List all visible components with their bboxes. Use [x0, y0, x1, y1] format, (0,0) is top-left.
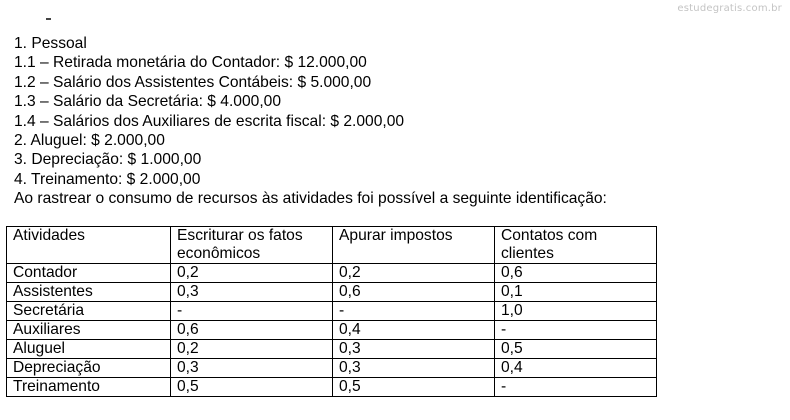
table-cell: 0,3 — [333, 359, 495, 378]
table-cell: Treinamento — [7, 378, 171, 397]
header-cell — [7, 227, 171, 264]
table-row — [7, 302, 657, 321]
line-contador: 1.1 – Retirada monetária do Contador: $ 12.000,00 — [14, 54, 367, 72]
table-cell: 0,4 — [333, 321, 495, 340]
watermark-text: estudegratis.com.br — [677, 3, 782, 14]
header-text: Atividades — [13, 227, 85, 244]
cost-list — [14, 34, 607, 209]
table-row — [7, 283, 657, 302]
table-row — [7, 359, 657, 378]
table-row — [7, 264, 657, 283]
table-cell: 0,3 — [333, 340, 495, 359]
table-cell: 0,3 — [171, 359, 333, 378]
header-cell — [333, 227, 495, 264]
table-cell: Contador — [7, 264, 171, 283]
header-text: Apurar impostos — [339, 227, 453, 244]
table-cell: Secretária — [7, 302, 171, 321]
table-cell: - — [495, 321, 657, 340]
table-cell: 0,2 — [171, 264, 333, 283]
table-cell: 0,6 — [171, 321, 333, 340]
table-cell: 0,2 — [171, 340, 333, 359]
table-cell: 0,6 — [333, 283, 495, 302]
table-cell: 0,4 — [495, 359, 657, 378]
table-cell: 0,2 — [333, 264, 495, 283]
table-cell: - — [495, 378, 657, 397]
table-cell: 0,5 — [495, 340, 657, 359]
table-cell: Auxiliares — [7, 321, 171, 340]
header-text: Escriturar os fatos — [177, 227, 303, 244]
header-text: econômicos — [177, 245, 261, 262]
header-text: Contatos com — [501, 227, 598, 244]
table-cell: - — [333, 302, 495, 321]
stray-mark — [46, 18, 51, 20]
table-cell: - — [171, 302, 333, 321]
intro-sentence: Ao rastrear o consumo de recursos às atividades foi possível a seguinte identificação: — [14, 190, 607, 208]
header-cell — [171, 227, 333, 264]
line-depreciacao: 3. Depreciação: $ 1.000,00 — [14, 151, 202, 169]
header-text: clientes — [501, 245, 554, 262]
table-cell: 0,5 — [171, 378, 333, 397]
table-cell: 0,1 — [495, 283, 657, 302]
line-auxiliares: 1.4 – Salários dos Auxiliares de escrita fiscal: $ 2.000,00 — [14, 112, 405, 130]
table-cell: Aluguel — [7, 340, 171, 359]
table-row — [7, 321, 657, 340]
line-pessoal: 1. Pessoal — [14, 35, 87, 52]
line-treinamento: 4. Treinamento: $ 2.000,00 — [14, 170, 201, 188]
line-assistentes: 1.2 – Salário dos Assistentes Contábeis: $ 5.000,00 — [14, 73, 372, 91]
table-cell: 1,0 — [495, 302, 657, 321]
table-cell: Depreciação — [7, 359, 171, 378]
table-cell: 0,5 — [333, 378, 495, 397]
table-cell: 0,6 — [495, 264, 657, 283]
table-cell: 0,3 — [171, 283, 333, 302]
activities-table — [6, 226, 657, 397]
table-header-row — [7, 227, 657, 264]
line-secretaria: 1.3 – Salário da Secretária: $ 4.000,00 — [14, 93, 282, 111]
table-row — [7, 378, 657, 397]
header-cell — [495, 227, 657, 264]
table-row — [7, 340, 657, 359]
line-aluguel: 2. Aluguel: $ 2.000,00 — [14, 131, 165, 149]
table-cell: Assistentes — [7, 283, 171, 302]
